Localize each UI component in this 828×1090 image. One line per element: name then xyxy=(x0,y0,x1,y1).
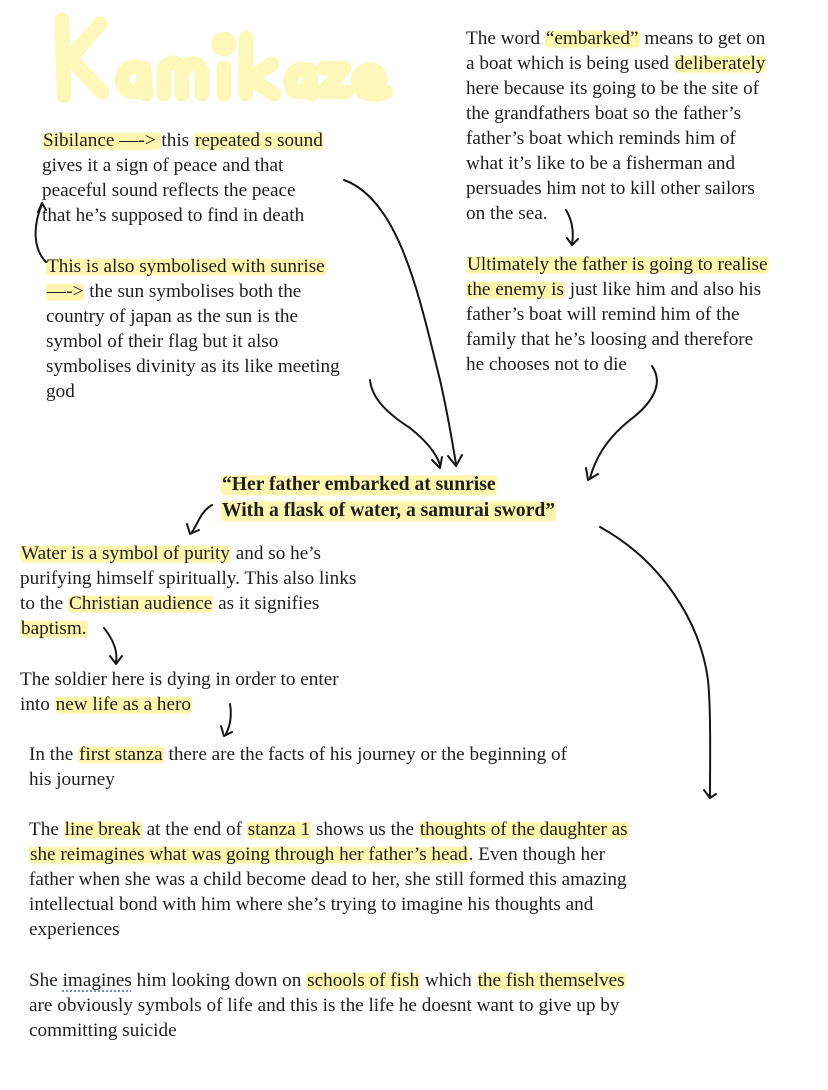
highlighted-text: stanza 1 xyxy=(247,819,311,840)
note-text: . Even though her xyxy=(468,844,606,865)
note-line xyxy=(20,566,356,591)
note-text: him looking down on xyxy=(131,970,307,991)
note-line xyxy=(46,279,340,304)
note-line xyxy=(46,254,340,279)
highlighted-text: This is also symbolised with sunrise xyxy=(47,256,325,277)
note-text: are obviously symbols of life and this is the life he doesnt want to give up by xyxy=(29,995,620,1016)
poem-quote xyxy=(221,472,556,524)
note-line xyxy=(466,327,769,352)
note-text: father when she was a child become dead to her, she still formed this amazing xyxy=(29,869,627,890)
note-text: into xyxy=(20,694,55,715)
note-text: She xyxy=(29,970,63,991)
highlighted-text: deliberately xyxy=(674,53,766,74)
note-line xyxy=(46,329,340,354)
note-text: gives it a sign of peace and that xyxy=(42,155,284,176)
note-schools-of-fish xyxy=(29,968,626,1043)
highlighted-text: line break xyxy=(64,819,141,840)
note-line xyxy=(466,252,769,277)
arrow-sibilance-to-quote-icon xyxy=(344,180,462,466)
highlighted-text: —-> xyxy=(47,281,84,302)
note-line xyxy=(29,1018,626,1043)
note-line xyxy=(466,277,769,302)
note-text: a boat which is being used xyxy=(466,53,674,74)
arrow-quote-to-water-icon xyxy=(187,505,212,534)
note-text: on the sea. xyxy=(466,203,548,224)
note-text: his journey xyxy=(29,769,115,790)
note-text: what it’s like to be a fisherman and xyxy=(466,153,736,174)
highlighted-text: Ultimately the father is going to realise xyxy=(467,254,768,275)
highlighted-text: the enemy is xyxy=(467,279,564,300)
note-line xyxy=(46,379,340,404)
note-text: that he’s supposed to find in death xyxy=(42,205,305,226)
note-water-purity xyxy=(20,541,356,641)
note-line xyxy=(46,354,340,379)
note-line xyxy=(42,178,324,203)
note-line-break xyxy=(29,817,629,942)
arrow-quote-to-line-break-icon xyxy=(600,527,716,798)
highlighted-text: thoughts of the daughter as xyxy=(419,819,628,840)
note-line xyxy=(42,128,324,153)
note-line xyxy=(29,767,567,792)
note-line xyxy=(466,26,766,51)
note-sibilance xyxy=(42,128,324,228)
note-text: intellectual bond with him where she’s trying to imagine his thoughts and xyxy=(29,894,594,915)
note-line xyxy=(466,302,769,327)
highlighted-text: schools of fish xyxy=(307,970,420,991)
note-line xyxy=(466,201,766,226)
note-line xyxy=(466,176,766,201)
note-text: country of japan as the sun is the xyxy=(46,306,299,327)
note-soldier xyxy=(20,667,339,717)
note-text: the sun symbolises both the xyxy=(84,281,302,302)
highlighted-text: Water is a symbol of purity xyxy=(21,543,230,564)
note-line xyxy=(466,151,766,176)
note-text: as it signifies xyxy=(213,593,320,614)
note-text: which xyxy=(420,970,477,991)
note-text: the grandfathers boat so the father’s xyxy=(466,103,742,124)
note-text: he chooses not to die xyxy=(466,354,627,375)
note-text: at the end of xyxy=(141,819,247,840)
highlighted-text: “embarked” xyxy=(545,28,639,49)
note-line xyxy=(29,867,629,892)
note-line xyxy=(20,667,339,692)
note-text: peaceful sound reflects the peace xyxy=(42,180,296,201)
note-text: The word xyxy=(466,28,545,49)
note-line xyxy=(29,892,629,917)
note-line xyxy=(42,203,324,228)
note-text: committing suicide xyxy=(29,1020,177,1041)
highlighted-text: first stanza xyxy=(79,744,163,765)
note-line xyxy=(20,692,339,717)
highlighted-text: repeated s sound xyxy=(194,130,323,151)
note-sunrise-symbolism xyxy=(46,254,340,404)
note-text: father’s boat which reminds him of xyxy=(466,128,736,149)
quote-line-1: “Her father embarked at sunrise xyxy=(222,474,496,495)
note-line xyxy=(46,304,340,329)
highlighted-text: new life as a hero xyxy=(55,694,191,715)
note-text: father’s boat will remind him of the xyxy=(466,304,740,325)
note-line xyxy=(20,616,356,641)
note-text: In the xyxy=(29,744,79,765)
spellcheck-underlined-text: imagines xyxy=(62,970,132,991)
note-line xyxy=(29,993,626,1018)
note-line xyxy=(466,126,766,151)
note-embarked xyxy=(466,26,766,226)
note-line xyxy=(29,917,629,942)
note-text: The xyxy=(29,819,64,840)
note-text: symbolises divinity as its like meeting xyxy=(46,356,340,377)
note-text: this xyxy=(161,130,194,151)
title-highlighter-drawing xyxy=(40,8,400,108)
note-text: here because its going to be the site of xyxy=(466,78,760,99)
note-text: means to get on xyxy=(639,28,766,49)
note-text: there are the facts of his journey or the beginning of xyxy=(163,744,568,765)
note-text: family that he’s loosing and therefore xyxy=(466,329,754,350)
quote-line-2: With a flask of water, a samurai sword” xyxy=(222,500,556,521)
arrow-meeting-to-quote-icon xyxy=(370,380,442,468)
highlighted-text: the fish themselves xyxy=(477,970,625,991)
note-text: just like him and also his xyxy=(564,279,762,300)
note-line xyxy=(466,101,766,126)
note-text: symbol of their flag but it also xyxy=(46,331,279,352)
note-line xyxy=(20,541,356,566)
arrow-die-to-quote-icon xyxy=(586,366,657,480)
highlighted-text: Sibilance —-> xyxy=(43,130,161,151)
note-text: experiences xyxy=(29,919,120,940)
title-kamikaze xyxy=(40,8,400,108)
note-line xyxy=(42,153,324,178)
note-line xyxy=(466,76,766,101)
note-line xyxy=(466,352,769,377)
note-text: shows us the xyxy=(311,819,419,840)
note-line xyxy=(20,591,356,616)
note-text: purifying himself spiritually. This also links xyxy=(20,568,357,589)
note-line xyxy=(29,842,629,867)
note-text: to the xyxy=(20,593,68,614)
note-line xyxy=(466,51,766,76)
highlighted-text: Christian audience xyxy=(68,593,213,614)
note-text: The soldier here is dying in order to enter xyxy=(20,669,339,690)
highlighted-text: she reimagines what was going through her father’s head xyxy=(30,844,468,865)
note-line xyxy=(29,742,567,767)
highlighted-text: baptism. xyxy=(21,618,87,639)
note-text: god xyxy=(46,381,75,402)
note-text: and so he’s xyxy=(230,543,322,564)
note-text: persuades him not to kill other sailors xyxy=(466,178,755,199)
note-line xyxy=(29,968,626,993)
note-first-stanza xyxy=(29,742,567,792)
note-ultimately xyxy=(466,252,769,377)
note-line xyxy=(29,817,629,842)
